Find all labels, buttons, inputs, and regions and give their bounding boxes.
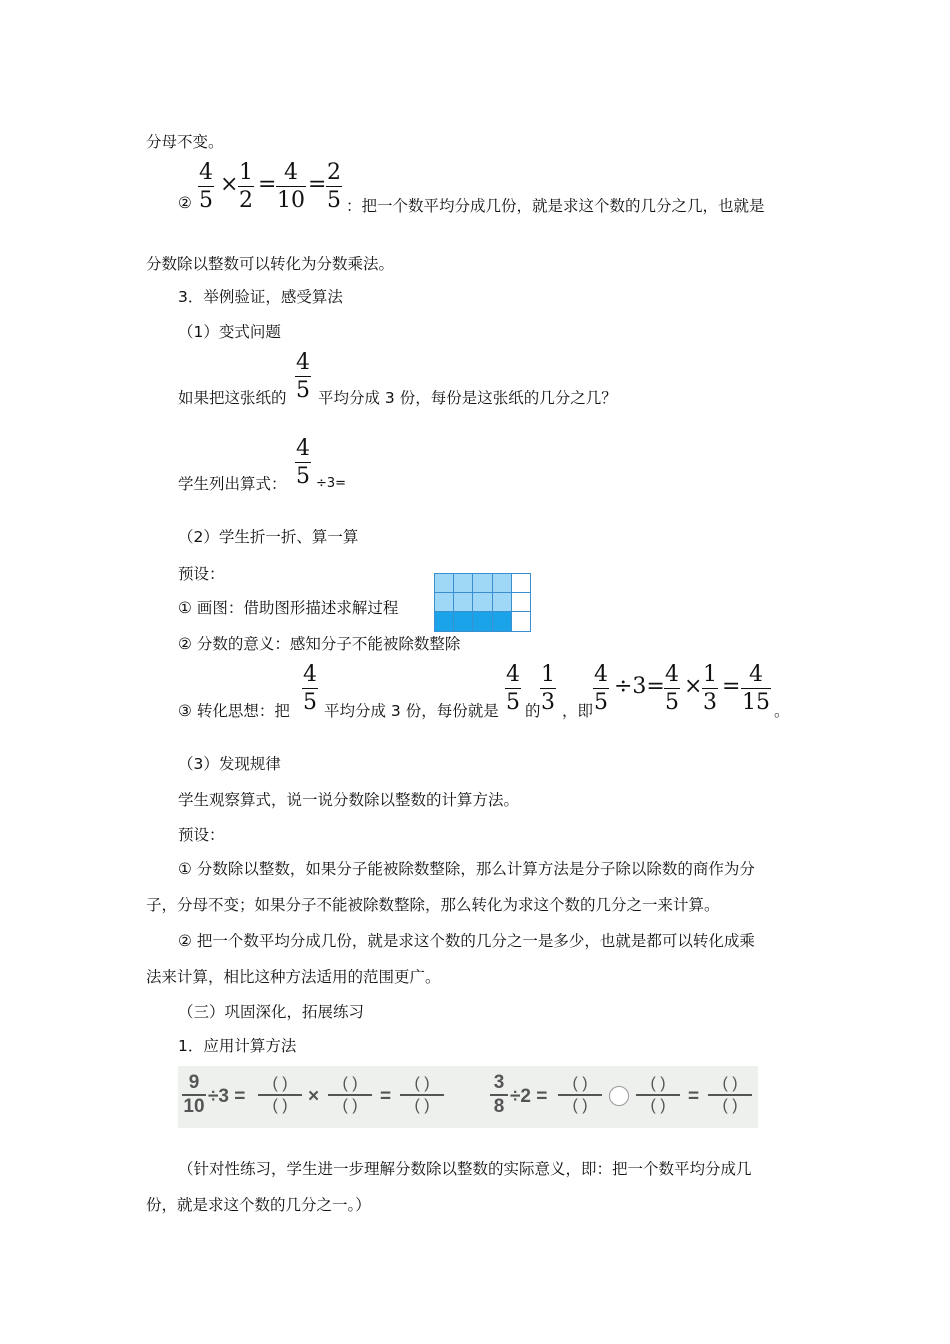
exercise-operator: ÷2 = bbox=[510, 1086, 548, 1107]
fraction: $\frac{4}{5}$ bbox=[303, 662, 317, 715]
text-line: 子，分母不变；如果分子不能被除数整除，那么转化为求这个数的几分之一来计算。 bbox=[146, 896, 720, 914]
equals-sign: = bbox=[308, 172, 327, 197]
subsection-heading: （2）学生折一折、算一算 bbox=[178, 528, 359, 546]
fraction: $\frac{4}{5}$ bbox=[296, 350, 310, 403]
grid-cell bbox=[511, 573, 531, 593]
grid-cell bbox=[492, 573, 512, 593]
text-line: 平均分成 3 份，每份是这张纸的几分之几？ bbox=[318, 389, 617, 407]
text-line: 平均分成 3 份，每份就是 bbox=[324, 702, 499, 720]
grid-cell bbox=[434, 611, 454, 631]
subsection-heading: （1）变式问题 bbox=[178, 323, 281, 341]
text-line: 法来计算，相比这种方法适用的范围更广。 bbox=[146, 968, 441, 986]
grid-cell bbox=[472, 611, 492, 631]
text-line: 分母不变。 bbox=[146, 133, 224, 151]
equals-sign: = bbox=[722, 674, 741, 699]
fraction: $\frac{4}{5}$ bbox=[199, 160, 213, 213]
text-line: 预设： bbox=[178, 565, 225, 583]
fraction: $\frac{1}{3}$ bbox=[541, 662, 555, 715]
answer-blank[interactable]: ( ) ( ) bbox=[636, 1074, 680, 1116]
fraction: $\frac{4}{5}$ bbox=[506, 662, 520, 715]
operator-circle[interactable] bbox=[609, 1086, 629, 1106]
answer-blank[interactable]: ( ) ( ) bbox=[400, 1074, 444, 1116]
text-line: （针对性练习，学生进一步理解分数除以整数的实际意义，即：把一个数平均分成几 bbox=[178, 1160, 752, 1178]
equals-sign: = bbox=[258, 172, 277, 197]
fraction: $\frac{2}{5}$ bbox=[327, 160, 341, 213]
text-line: ：把一个数平均分成几份，就是求这个数的几分之几，也就是 bbox=[346, 197, 765, 215]
exercise-fraction: 9 10 bbox=[183, 1072, 205, 1117]
text-line: ② 分数的意义：感知分子不能被除数整除 bbox=[178, 635, 461, 653]
expression: ÷3= bbox=[316, 476, 347, 491]
text-line: 学生列出算式： bbox=[178, 475, 287, 493]
equals-sign: = bbox=[688, 1086, 700, 1107]
fraction: $\frac{1}{3}$ bbox=[703, 662, 717, 715]
grid-cell bbox=[511, 592, 531, 612]
times-sign: × bbox=[684, 674, 703, 699]
circled-marker: ② bbox=[178, 194, 192, 212]
times-sign: × bbox=[220, 172, 239, 197]
fraction: $\frac{4}{5}$ bbox=[296, 436, 310, 489]
grid-cell bbox=[492, 611, 512, 631]
fraction: $\frac{4}{15}$ bbox=[742, 662, 770, 715]
answer-blank[interactable]: ( ) ( ) bbox=[258, 1074, 302, 1116]
grid-cell bbox=[434, 573, 454, 593]
grid-cell bbox=[434, 592, 454, 612]
grid-cell bbox=[453, 611, 473, 631]
division-expression: ÷3= bbox=[614, 674, 665, 699]
exercise-image bbox=[178, 1066, 758, 1128]
text-line: 的 bbox=[525, 702, 541, 720]
section-heading: （三）巩固深化，拓展练习 bbox=[178, 1003, 365, 1021]
answer-blank[interactable]: ( ) ( ) bbox=[328, 1074, 372, 1116]
grid-cell bbox=[453, 573, 473, 593]
subsection-heading: （3）发现规律 bbox=[178, 755, 281, 773]
text-line: ② 把一个数平均分成几份，就是求这个数的几分之一是多少，也就是都可以转化成乘 bbox=[178, 932, 755, 950]
section-heading: 3．举例验证，感受算法 bbox=[178, 288, 343, 306]
fraction: $\frac{1}{2}$ bbox=[239, 160, 253, 213]
exercise-operator: ÷3 = bbox=[208, 1086, 246, 1107]
paper-fold-grid bbox=[434, 573, 531, 631]
grid-cell bbox=[492, 592, 512, 612]
text-line: 。 bbox=[774, 702, 790, 720]
grid-cell bbox=[453, 592, 473, 612]
fraction: $\frac{4}{5}$ bbox=[665, 662, 679, 715]
fraction: $\frac{4}{5}$ bbox=[594, 662, 608, 715]
grid-cell bbox=[472, 592, 492, 612]
text-line: 如果把这张纸的 bbox=[178, 389, 287, 407]
answer-blank[interactable]: ( ) ( ) bbox=[708, 1074, 752, 1116]
section-heading: 1．应用计算方法 bbox=[178, 1037, 297, 1055]
fraction: $\frac{4}{10}$ bbox=[277, 160, 305, 213]
grid-cell bbox=[511, 611, 531, 631]
answer-blank[interactable]: ( ) ( ) bbox=[558, 1074, 602, 1116]
text-line: 学生观察算式，说一说分数除以整数的计算方法。 bbox=[178, 791, 520, 809]
text-line: ，即 bbox=[562, 702, 594, 720]
grid-cell bbox=[472, 573, 492, 593]
text-line: ① 分数除以整数，如果分子能被除数整除，那么计算方法是分子除以除数的商作为分 bbox=[178, 860, 755, 878]
text-line: 分数除以整数可以转化为分数乘法。 bbox=[146, 255, 395, 273]
times-sign: × bbox=[308, 1086, 320, 1107]
text-line: ① 画图：借助图形描述求解过程 bbox=[178, 599, 399, 617]
text-line: 份，就是求这个数的几分之一。） bbox=[146, 1196, 371, 1214]
text-line: ③ 转化思想：把 bbox=[178, 702, 290, 720]
exercise-fraction: 3 8 bbox=[490, 1072, 508, 1118]
text-line: 预设： bbox=[178, 826, 225, 844]
equals-sign: = bbox=[380, 1086, 392, 1107]
